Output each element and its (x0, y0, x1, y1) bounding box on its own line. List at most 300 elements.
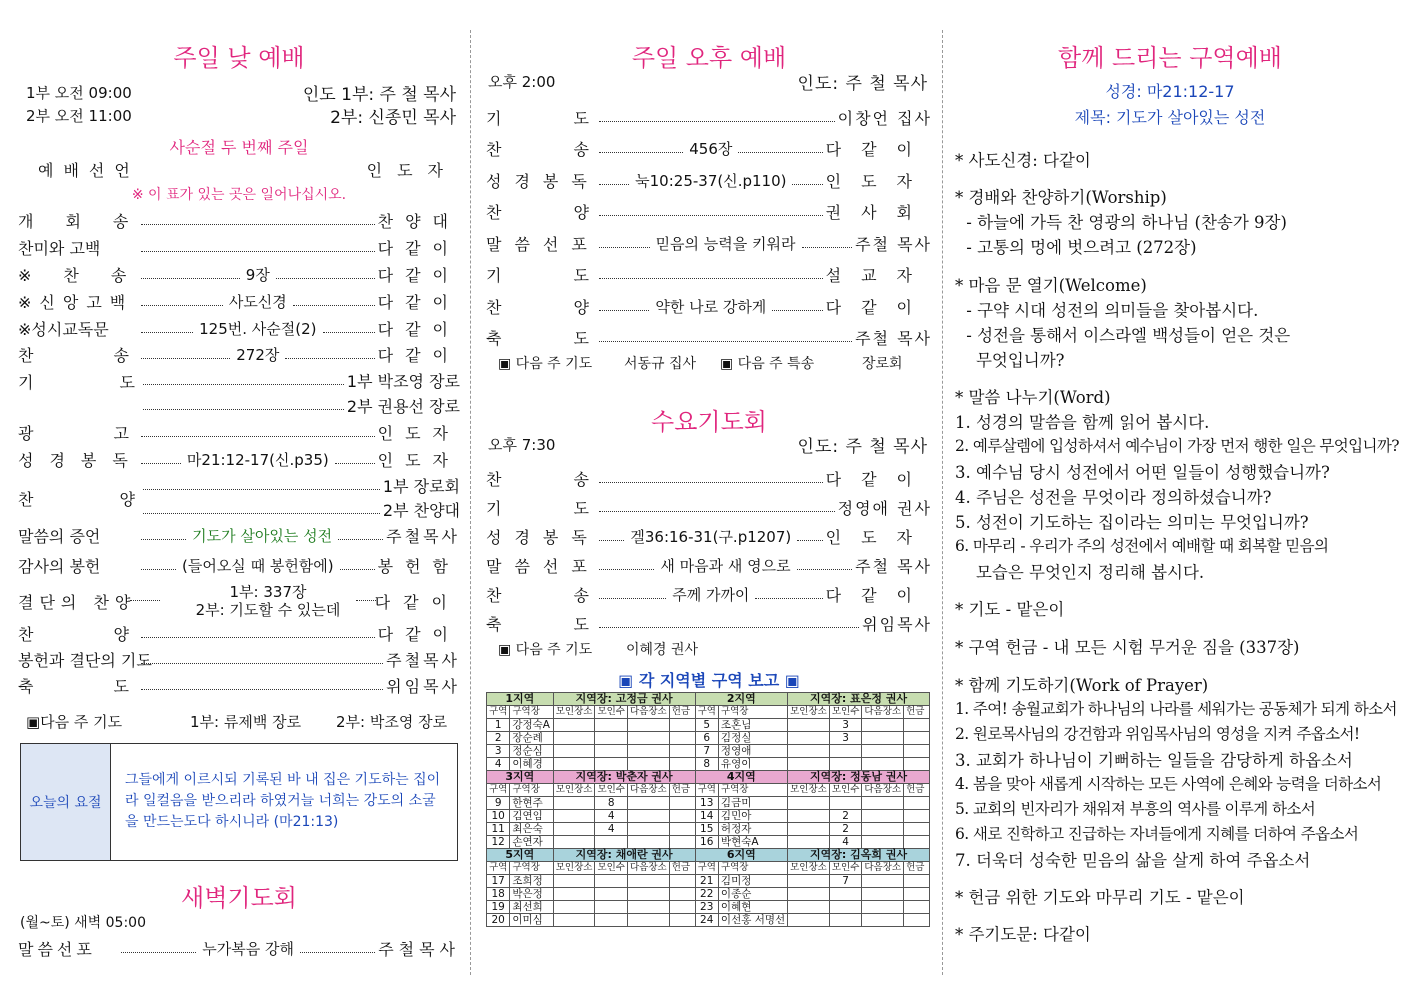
decision-2: 2부: 기도할 수 있는데 (195, 601, 341, 619)
cell-worship-line: * 구역 헌금 - 내 모든 시험 무거운 짐을 (337장) (955, 638, 1300, 657)
table-cell (627, 914, 669, 927)
table-cell (627, 888, 669, 901)
table-cell (553, 875, 595, 888)
column-header: 헌금 (669, 862, 695, 875)
order-item-leader: 인도자 (377, 423, 460, 443)
table-cell (829, 758, 862, 771)
order-item (18, 621, 460, 645)
table-cell: 15 (695, 823, 718, 836)
order-item-desc: 주께 가까이 (672, 585, 750, 604)
column-header: 헌금 (669, 784, 695, 797)
order-item-leader: 다같이 (377, 238, 460, 258)
order-item-label: 성경봉독 (486, 527, 600, 547)
leader-2: 2부: 신종민 목사 (330, 108, 456, 128)
table-cell: 최선희 (510, 901, 553, 914)
divider-left (470, 30, 471, 975)
order-item-leader: 다같이 (377, 345, 460, 365)
table-cell (595, 836, 628, 849)
order-item-leader: 주철 목사 (855, 556, 932, 576)
table-row (487, 719, 930, 732)
table-cell: 김민아 (718, 810, 787, 823)
order-item-label: 성경봉독 (486, 171, 600, 191)
cell-worship-line: * 경배와 찬양하기(Worship) (955, 188, 1167, 207)
region-name: 1지역 (487, 693, 554, 706)
table-cell: 김금미 (718, 797, 787, 810)
decision-dots (356, 600, 376, 601)
table-cell (553, 745, 595, 758)
order-item-leader: 찬양대 (377, 211, 460, 231)
table-cell (595, 758, 628, 771)
cell-worship-line: * 함께 기도하기(Work of Prayer) (955, 676, 1209, 695)
order-item-leader: 다같이 (825, 585, 932, 605)
table-cell: 4 (487, 758, 510, 771)
table-cell: 김연임 (510, 810, 553, 823)
cell-worship-line: - 구약 시대 성전의 의미들을 찾아봅시다. (961, 301, 1259, 320)
column-header: 다음장소 (627, 862, 669, 875)
order-item (486, 524, 932, 548)
table-cell (788, 745, 830, 758)
region-leader: 지역장: 표은정 권사 (788, 693, 930, 706)
order-item-label: 축도 (486, 614, 661, 634)
table-cell: 최은숙 (510, 823, 553, 836)
table-cell (862, 797, 904, 810)
table-cell (904, 901, 930, 914)
table-cell (553, 888, 595, 901)
table-cell: 조혼님 (718, 719, 787, 732)
table-cell (627, 901, 669, 914)
table-cell: 강정숙A (510, 719, 553, 732)
column-header: 구역장 (718, 706, 787, 719)
sunday-morning-title: 주일 낮 예배 (173, 44, 305, 72)
table-cell (788, 901, 830, 914)
table-cell (829, 901, 862, 914)
table-cell (862, 745, 904, 758)
order-item-desc: 약한 나로 강하게 (655, 297, 767, 316)
order-item-label: 축도 (486, 329, 661, 348)
cell-worship-line: 무엇입니까? (955, 351, 1065, 370)
order-item (18, 523, 460, 547)
table-cell (595, 719, 628, 732)
order-item (486, 200, 932, 224)
table-cell (829, 797, 862, 810)
column-header: 구역장 (510, 862, 553, 875)
order-item-label: 찬송 (486, 140, 661, 159)
table-cell: 이선홍 서명선 (718, 914, 787, 927)
table-cell (788, 823, 830, 836)
table-cell (595, 901, 628, 914)
table-cell: 4 (595, 810, 628, 823)
order-item-desc: 새 마음과 새 영으로 (660, 556, 791, 575)
table-cell: 정순심 (510, 745, 553, 758)
table-row (487, 823, 930, 836)
order-item-desc: 사도신경 (228, 292, 287, 311)
table-cell: 한현주 (510, 797, 553, 810)
region-leader: 지역장: 채애란 권사 (553, 849, 695, 862)
table-cell (553, 758, 595, 771)
table-cell: 20 (487, 914, 510, 927)
region-name: 5지역 (487, 849, 554, 862)
table-cell (862, 914, 904, 927)
table-cell (595, 875, 628, 888)
order-item-desc: (들어오실 때 봉헌함에) (181, 556, 334, 575)
prayer-2: 2부 권용선 장로 (346, 396, 460, 416)
column-header: 다음장소 (862, 862, 904, 875)
order-item (486, 553, 932, 577)
table-cell (669, 901, 695, 914)
order-item-leader: 다같이 (825, 469, 932, 489)
table-cell: 9 (487, 797, 510, 810)
wed-next-name: 이혜경 권사 (626, 642, 699, 658)
time-1: 1부 오전 09:00 (26, 84, 132, 102)
cell-worship-line: 5. 교회의 빈자리가 채워져 부흥의 역사를 이루게 하소서 (955, 800, 1316, 818)
table-cell (627, 745, 669, 758)
order-item-label: 찬양 (486, 297, 661, 317)
table-cell: 7 (695, 745, 718, 758)
column-header: 모인장소 (553, 862, 595, 875)
table-cell (862, 875, 904, 888)
afternoon-leader: 인도: 주 철 목사 (797, 74, 928, 94)
table-cell (553, 914, 595, 927)
table-row (487, 875, 930, 888)
table-cell (904, 836, 930, 849)
table-cell: 장순례 (510, 732, 553, 745)
next-pray-label: ▣ 다음 주 기도 (498, 356, 593, 372)
order-item-leader: 주철목사 (386, 526, 460, 546)
order-item-leader: 정영애 권사 (837, 498, 932, 518)
column-header: 모인수 (829, 784, 862, 797)
table-cell: 2 (829, 810, 862, 823)
table-cell (862, 888, 904, 901)
table-cell: 박은정 (510, 888, 553, 901)
column-header: 구역장 (510, 706, 553, 719)
cell-worship-line: 1. 성경의 말씀을 함께 읽어 봅시다. (955, 413, 1210, 432)
order-item-leader: 다같이 (825, 297, 932, 317)
table-cell (904, 719, 930, 732)
table-cell: 11 (487, 823, 510, 836)
order-item (18, 235, 460, 259)
next-special-name: 장로회 (862, 356, 903, 372)
time-2: 2부 오전 11:00 (26, 107, 132, 125)
table-cell (829, 745, 862, 758)
choir-1: 1부 장로회 (382, 476, 460, 496)
scripture: 성경: 마21:12-17 (1105, 82, 1235, 101)
cell-worship-line: * 기도 - 맡은이 (955, 600, 1065, 619)
table-cell (627, 758, 669, 771)
order-item (18, 447, 460, 471)
wednesday-time: 오후 7:30 (488, 436, 556, 454)
table-cell: 김정실 (718, 732, 787, 745)
table-cell: 이혜현 (718, 901, 787, 914)
order-item-leader: 다같이 (377, 319, 460, 339)
table-cell (829, 914, 862, 927)
table-cell: 8 (595, 797, 628, 810)
prayer-1: 1부 박조영 장로 (346, 371, 460, 391)
table-cell (669, 810, 695, 823)
cell-worship-line: 4. 봄을 맞아 새롭게 시작하는 모든 사역에 은혜와 능력을 더하소서 (955, 775, 1382, 793)
column-sunday-afternoon (486, 0, 932, 992)
table-cell: 유영이 (718, 758, 787, 771)
order-item (18, 289, 460, 313)
order-item-leader: 인도자 (825, 171, 932, 191)
order-item (486, 105, 932, 129)
table-row (487, 901, 930, 914)
order-item-leader: 위임목사 (386, 676, 460, 696)
report-title: ▣ 각 지역별 구역 보고 ▣ (618, 671, 800, 690)
table-row (487, 758, 930, 771)
table-cell (862, 719, 904, 732)
order-item (486, 326, 932, 350)
column-header: 구역장 (718, 784, 787, 797)
order-item-leader: 주철목사 (386, 650, 460, 670)
decision-dots (130, 600, 160, 601)
subject: 제목: 기도가 살아있는 성전 (1074, 108, 1266, 127)
table-cell (788, 758, 830, 771)
table-cell (553, 836, 595, 849)
table-cell (788, 810, 830, 823)
order-item (486, 294, 932, 318)
region-name: 2지역 (695, 693, 788, 706)
next-pray-name: 서동규 집사 (624, 356, 697, 372)
table-cell: 4 (595, 823, 628, 836)
order-item-leader: 다같이 (377, 624, 460, 644)
order-item-leader: 다같이 (377, 265, 461, 285)
cell-worship-line: 6. 마무리 - 우리가 주의 성전에서 예배할 때 회복할 믿음의 (955, 537, 1329, 555)
region-header-row (487, 771, 930, 784)
column-header: 구역 (487, 862, 510, 875)
cell-worship-line: 모습은 무엇인지 정리해 봅시다. (955, 563, 1205, 582)
prayer-label: 기도 (18, 373, 221, 392)
column-header: 구역 (695, 784, 718, 797)
dawn-item-leader: 주철목사 (378, 939, 461, 959)
cell-worship-line: * 주기도문: 다같이 (955, 925, 1091, 944)
order-item-label: 찬양 (486, 203, 661, 222)
next-special-label: ▣ 다음 주 특송 (720, 356, 815, 372)
table-cell (553, 823, 595, 836)
column-header: 구역 (487, 706, 510, 719)
table-row (487, 732, 930, 745)
cell-worship-line: 7. 더욱더 성숙한 믿음의 삶을 살게 하여 주옵소서 (955, 851, 1311, 870)
wednesday-title: 수요기도회 (651, 408, 767, 436)
summary-label: 오늘의 요절 (21, 744, 111, 860)
sunday-afternoon-title: 주일 오후 예배 (631, 44, 787, 72)
region-header-row (487, 693, 930, 706)
table-row (487, 745, 930, 758)
stand-note: ※ 이 표가 있는 곳은 일어나십시오. (131, 187, 347, 203)
order-item (18, 420, 460, 444)
cell-worship-line: * 말씀 나누기(Word) (955, 388, 1111, 407)
dawn-item-label: 말씀선포 (18, 939, 96, 959)
header-left: 예배선언 (38, 161, 140, 180)
order-item-leader: 위임목사 (862, 614, 932, 634)
order-item-label: 찬송 (18, 345, 209, 365)
table-cell: 손연자 (510, 836, 553, 849)
order-item-desc: 믿음의 능력을 키워라 (655, 234, 796, 253)
column-header: 모인수 (595, 862, 628, 875)
table-cell (669, 836, 695, 849)
table-cell (669, 797, 695, 810)
order-item-label: ※성시교독문 (18, 319, 109, 339)
table-cell (627, 836, 669, 849)
order-item-leader: 권사회 (825, 203, 932, 222)
table-cell (669, 888, 695, 901)
column-header: 모인수 (829, 862, 862, 875)
order-item-leader: 다같이 (825, 140, 932, 159)
order-item (486, 466, 932, 490)
table-cell (669, 719, 695, 732)
table-cell: 10 (487, 810, 510, 823)
table-cell: 19 (487, 901, 510, 914)
table-cell: 23 (695, 901, 718, 914)
table-cell (862, 810, 904, 823)
table-cell (862, 836, 904, 849)
table-cell (595, 888, 628, 901)
order-item-leader: 주철 목사 (855, 329, 932, 348)
wednesday-leader: 인도: 주 철 목사 (797, 437, 928, 457)
order-item-label: ※찬송 (18, 265, 159, 285)
table-cell: 14 (695, 810, 718, 823)
table-cell: 7 (829, 875, 862, 888)
order-item (18, 316, 460, 340)
column-header: 구역 (695, 862, 718, 875)
cell-worship-line: 2. 원로목사님의 강건함과 위임목사님의 영성을 지켜 주옵소서! (955, 725, 1360, 743)
order-item-desc: 눅10:25-37(신.p110) (635, 171, 787, 190)
table-column-header (487, 706, 930, 719)
table-cell (904, 758, 930, 771)
cell-worship-line: 6. 새로 진학하고 진급하는 자녀들에게 지혜를 더하여 주옵소서 (955, 825, 1359, 843)
summary-box (20, 743, 458, 861)
sunday-label: 사순절 두 번째 주일 (169, 138, 309, 157)
table-cell: 4 (829, 836, 862, 849)
order-item (18, 673, 460, 697)
column-header: 모인수 (829, 706, 862, 719)
column-header: 모인장소 (788, 706, 830, 719)
table-cell: 3 (829, 719, 862, 732)
column-header: 구역 (487, 784, 510, 797)
order-item-desc: 기도가 살아있는 성전 (192, 526, 333, 545)
order-item (18, 208, 460, 232)
order-item (486, 263, 932, 287)
table-row (487, 914, 930, 927)
column-header: 다음장소 (627, 706, 669, 719)
decision-right: 다같이 (374, 593, 460, 612)
table-cell: 박현숙A (718, 836, 787, 849)
order-item (486, 137, 932, 161)
table-cell (627, 875, 669, 888)
order-item-label: 말씀선포 (486, 556, 600, 576)
table-cell (669, 758, 695, 771)
order-item-desc: 125번. 사순절(2) (199, 319, 317, 338)
column-header: 구역장 (510, 784, 553, 797)
table-cell: 조희정 (510, 875, 553, 888)
table-cell (862, 758, 904, 771)
column-header: 모인수 (595, 784, 628, 797)
dawn-item (18, 936, 460, 960)
cell-worship-line: 4. 주님은 성전을 무엇이라 정의하셨습니까? (955, 488, 1272, 507)
column-cell-worship (955, 0, 1399, 992)
table-cell (904, 875, 930, 888)
table-cell: 1 (487, 719, 510, 732)
leader-1: 인도 1부: 주 철 목사 (302, 85, 456, 105)
table-cell (595, 745, 628, 758)
table-row (487, 888, 930, 901)
table-cell (627, 823, 669, 836)
column-header: 헌금 (669, 706, 695, 719)
region-leader: 지역장: 김옥희 권사 (788, 849, 930, 862)
cell-worship-line: - 하늘에 가득 찬 영광의 하나님 (찬송가 9장) (961, 213, 1287, 232)
order-item-label: 말씀선포 (486, 234, 600, 254)
table-cell (829, 888, 862, 901)
table-cell (904, 914, 930, 927)
order-item-desc: 9장 (245, 265, 270, 284)
order-item-label: 기도 (486, 108, 661, 128)
table-cell: 2 (487, 732, 510, 745)
table-cell (788, 732, 830, 745)
cell-worship-line: - 성전을 통해서 이스라엘 백성들이 얻은 것은 (961, 326, 1291, 345)
column-header: 구역 (695, 706, 718, 719)
afternoon-time: 오후 2:00 (488, 73, 556, 91)
table-cell (595, 732, 628, 745)
table-cell (669, 823, 695, 836)
table-row (487, 836, 930, 849)
header-right: 인도자 (366, 161, 458, 180)
order-item-label: 말씀의 증언 (18, 526, 101, 546)
choir-2: 2부 찬양대 (382, 500, 460, 520)
column-header: 모인장소 (553, 706, 595, 719)
region-header-row (487, 849, 930, 862)
region-name: 6지역 (695, 849, 788, 862)
column-header: 다음장소 (862, 784, 904, 797)
table-cell: 22 (695, 888, 718, 901)
order-item-label: 성경봉독 (18, 450, 144, 470)
column-header: 모인수 (595, 706, 628, 719)
order-item-label: 개회송 (18, 211, 161, 231)
table-cell: 24 (695, 914, 718, 927)
table-cell: 3 (829, 732, 862, 745)
table-cell (553, 797, 595, 810)
next-prayer-label: ▣다음 주 기도 (26, 713, 123, 731)
table-cell (669, 875, 695, 888)
order-item-desc: 456장 (689, 140, 733, 158)
order-item (18, 262, 460, 286)
table-column-header (487, 862, 930, 875)
table-cell (904, 810, 930, 823)
decision-label: 결단의 찬양 (18, 593, 137, 612)
table-cell: 17 (487, 875, 510, 888)
order-item-label: 찬양 (18, 624, 209, 644)
table-cell: 13 (695, 797, 718, 810)
order-item (18, 342, 460, 366)
cell-worship-line: 2. 예루살렘에 입성하셔서 예수님이 가장 먼저 행한 일은 무엇입니까? (955, 437, 1399, 455)
region-leader: 지역장: 고정금 권사 (553, 693, 695, 706)
order-item-label: 광고 (18, 423, 209, 443)
order-item-label: 감사의 봉헌 (18, 556, 101, 576)
summary-text: 그들에게 이르시되 기록된 바 내 집은 기도하는 집이라 일컬음을 받으리라 하였거늘 너희는 강도의 소굴을 만드는도다 하시니라 (마21:13) (125, 772, 441, 830)
table-cell: 정영애 (718, 745, 787, 758)
region-name: 3지역 (487, 771, 554, 784)
order-item (18, 647, 460, 671)
order-item-desc: 겔36:16-31(구.p1207) (630, 527, 792, 546)
cell-worship-title: 함께 드리는 구역예배 (1058, 44, 1282, 72)
wed-next-label: ▣ 다음 주 기도 (498, 642, 593, 658)
table-cell: 18 (487, 888, 510, 901)
order-item-label: 기도 (486, 266, 661, 285)
table-cell: 이혜경 (510, 758, 553, 771)
next-prayer-1: 1부: 류제백 장로 (190, 713, 302, 731)
table-cell (788, 797, 830, 810)
order-item (486, 582, 932, 606)
next-prayer-2: 2부: 박조영 장로 (336, 713, 448, 731)
table-cell (904, 888, 930, 901)
